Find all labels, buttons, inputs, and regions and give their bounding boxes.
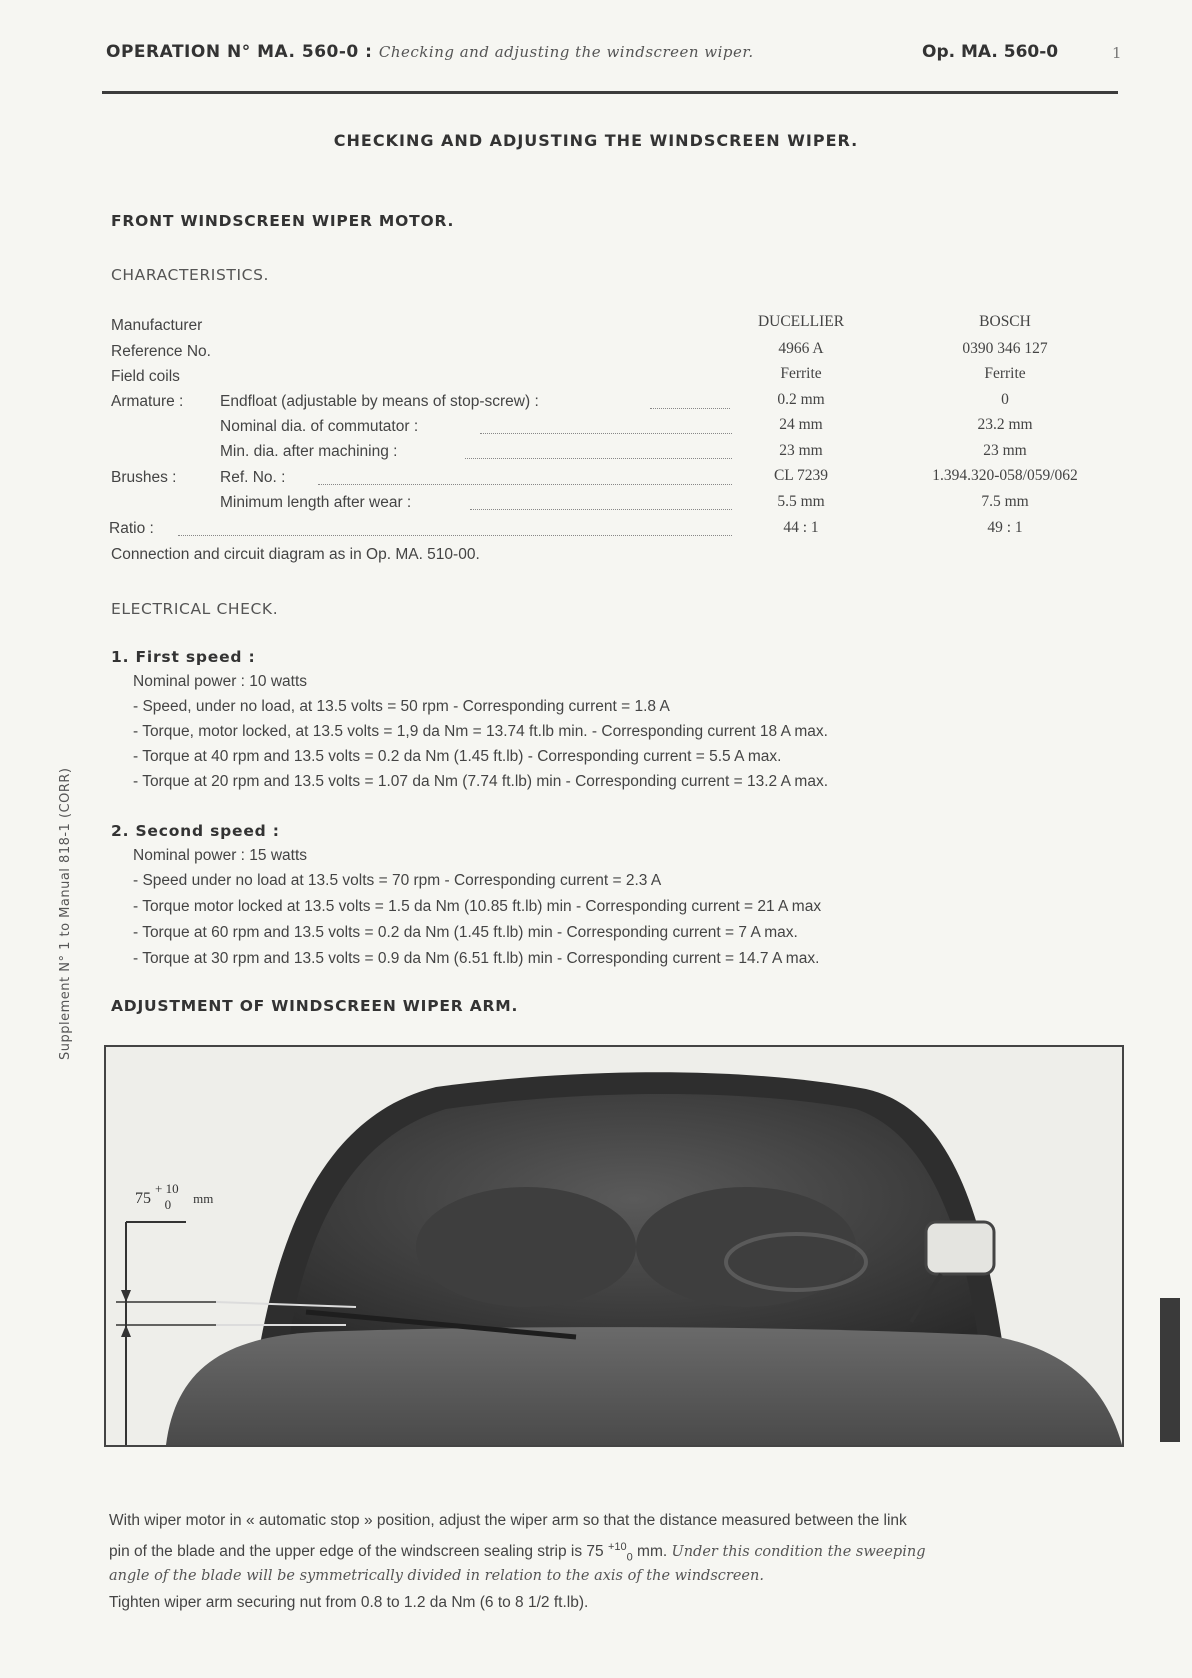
car-front-illustration — [106, 1047, 1122, 1445]
char-label: Reference No. — [111, 343, 211, 360]
dimension-label — [135, 1181, 214, 1212]
windscreen-photo — [104, 1045, 1124, 1447]
connection-note: Connection and circuit diagram as in Op. MA. 510-00. — [111, 546, 480, 563]
adjust-para-4: Tighten wiper arm securing nut from 0.8 to 1.2 da Nm (6 to 8 1/2 ft.lb). — [109, 1594, 589, 1611]
operation-number: OPERATION N° MA. 560-0 : — [106, 42, 373, 62]
char-sub: Nominal dia. of commutator : — [220, 418, 419, 435]
operation-header — [106, 42, 754, 62]
leader-dots — [178, 535, 732, 536]
adjust-para-2-sub: 0 — [626, 1551, 633, 1564]
sidebar-supplement-note: Supplement N° 1 to Manual 818-1 (CORR) — [58, 767, 73, 1060]
electrical-heading: ELECTRICAL CHECK. — [111, 600, 279, 618]
header-rule — [102, 91, 1118, 94]
first-speed-line: - Speed, under no load, at 13.5 volts = 50 rpm - Corresponding current = 1.8 A — [133, 698, 670, 715]
page-title: CHECKING AND ADJUSTING THE WINDSCREEN WIPER. — [333, 131, 859, 150]
dimension-unit: mm — [193, 1191, 214, 1206]
char-sub: Min. dia. after machining : — [220, 443, 398, 460]
char-v2: 1.394.320-058/059/062 — [932, 467, 1078, 484]
first-speed-title: 1. First speed : — [111, 648, 256, 666]
char-v1: 0.2 mm — [777, 391, 825, 408]
char-v1: 5.5 mm — [777, 493, 825, 510]
characteristics-heading: CHARACTERISTICS. — [111, 266, 270, 284]
char-v2: 0 — [1001, 391, 1009, 408]
char-label: Ratio : — [109, 520, 154, 537]
char-v1: 44 : 1 — [783, 519, 819, 536]
char-v2: BOSCH — [979, 313, 1031, 330]
char-v2: 23.2 mm — [977, 416, 1033, 433]
adjust-para-2-sup: +10 — [607, 1541, 627, 1553]
char-sub: Minimum length after wear : — [220, 494, 412, 511]
first-speed-line: - Torque at 20 rpm and 13.5 volts = 1.07 da Nm (7.74 ft.lb) min - Corresponding current = 13.2 A max. — [133, 773, 828, 790]
leader-dots — [318, 484, 732, 485]
adjust-para-1: With wiper motor in « automatic stop » position, adjust the wiper arm so that the distance measured between the link — [109, 1512, 907, 1529]
char-v1: CL 7239 — [773, 467, 829, 484]
char-v1: 4966 A — [778, 340, 824, 357]
dimension-plus: + 10 — [155, 1181, 179, 1196]
second-speed-title: 2. Second speed : — [111, 822, 280, 840]
dimension-zero: 0 — [164, 1197, 172, 1212]
char-v1: Ferrite — [780, 365, 822, 382]
char-v2: 7.5 mm — [981, 493, 1029, 510]
char-v1: DUCELLIER — [757, 313, 845, 330]
char-label: Field coils — [111, 368, 180, 385]
adjust-para-2 — [109, 1541, 925, 1563]
adjust-para-2a: pin of the blade and the upper edge of the windscreen sealing strip is 75 — [109, 1543, 604, 1561]
char-sub: Endfloat (adjustable by means of stop-screw) : — [220, 393, 539, 410]
char-v2: Ferrite — [984, 365, 1026, 382]
operation-subtitle: Checking and adjusting the windscreen wiper. — [378, 43, 754, 61]
second-speed-line: - Speed under no load at 13.5 volts = 70 rpm - Corresponding current = 2.3 A — [133, 872, 662, 889]
first-speed-line: - Torque at 40 rpm and 13.5 volts = 0.2 da Nm (1.45 ft.lb) - Corresponding current = 5.5 A max. — [133, 748, 782, 765]
char-sub: Ref. No. : — [220, 469, 286, 486]
second-speed-line: - Torque at 60 rpm and 13.5 volts = 0.2 da Nm (1.45 ft.lb) min - Corresponding current = 7 A max. — [133, 924, 798, 941]
leader-dots — [470, 509, 732, 510]
char-label: Brushes : — [111, 469, 177, 486]
operation-ref: Op. MA. 560-0 — [922, 42, 1059, 62]
page-number: 1 — [1112, 44, 1122, 62]
second-speed-line: - Torque at 30 rpm and 13.5 volts = 0.9 da Nm (6.51 ft.lb) min - Corresponding current = 14.7 A max. — [133, 950, 820, 967]
adjust-para-3 — [109, 1567, 764, 1585]
section-motor-heading: FRONT WINDSCREEN WIPER MOTOR. — [111, 212, 455, 230]
second-speed-line: - Torque motor locked at 13.5 volts = 1.5 da Nm (10.85 ft.lb) min - Corresponding current = 21 A max — [133, 898, 822, 915]
leader-dots — [465, 458, 732, 459]
adjust-para-3-italic: angle of the blade will be symmetrically divided in relation to the axis of the windscreen. — [109, 1568, 764, 1584]
char-v1: 24 mm — [779, 416, 823, 433]
adjust-para-2-italic: Under this condition the sweeping — [671, 1544, 926, 1561]
first-speed-line: - Torque, motor locked, at 13.5 volts = 1,9 da Nm = 13.74 ft.lb min. - Corresponding current 18 A max. — [133, 723, 828, 740]
char-label: Manufacturer — [111, 317, 203, 334]
section-tab — [1160, 1298, 1180, 1442]
char-label: Armature : — [111, 393, 184, 410]
leader-dots — [480, 433, 732, 434]
char-v2: 0390 346 127 — [962, 340, 1048, 357]
dimension-base: 75 — [135, 1190, 151, 1207]
second-speed-power: Nominal power : 15 watts — [133, 847, 308, 864]
adjust-para-2b: mm. — [637, 1543, 668, 1561]
char-v2: 49 : 1 — [987, 519, 1023, 536]
first-speed-power: Nominal power : 10 watts — [133, 673, 308, 690]
char-v1: 23 mm — [779, 442, 823, 459]
adjustment-heading: ADJUSTMENT OF WINDSCREEN WIPER ARM. — [111, 997, 519, 1015]
char-v2: 23 mm — [983, 442, 1027, 459]
